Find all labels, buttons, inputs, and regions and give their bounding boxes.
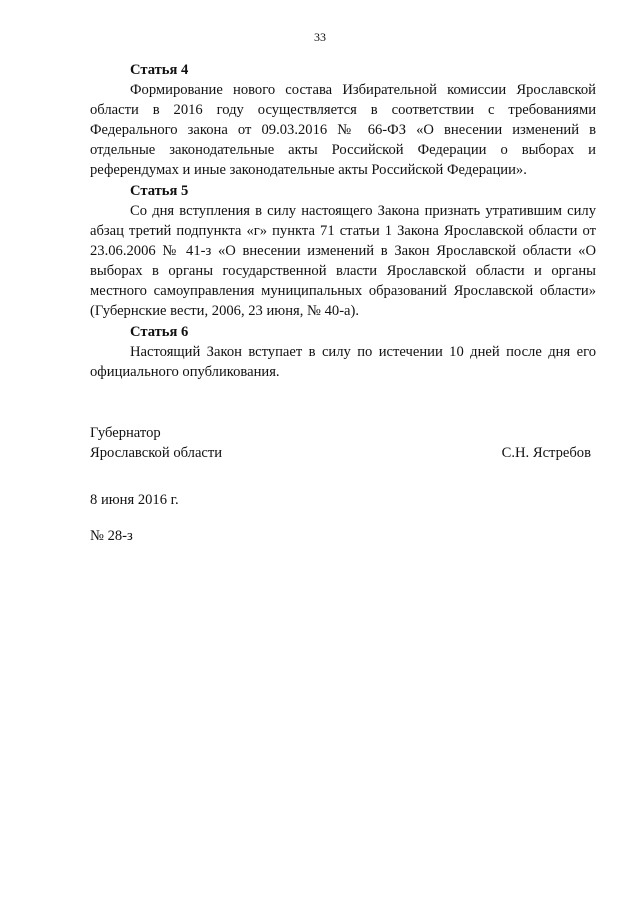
article-6 <box>90 322 596 382</box>
signature-row <box>90 443 591 463</box>
law-number: № 28-з <box>90 528 133 544</box>
signature-block <box>90 423 591 463</box>
article-body: Формирование нового состава Избирательной комиссии Ярославской области в 2016 году осуществляется в соответствии с требованиями Федерального закона от 09.03.2016 № 66-ФЗ «О внесении изменений в отдельные законодательные акты Российской Федерации о выборах и референдумах и иные законодательные акты Российской Федерации». <box>90 82 596 178</box>
article-body: Со дня вступления в силу настоящего Закона признать утратившим силу абзац третий подпункта «г» пункта 71 статьи 1 Закона Ярославской области от 23.06.2006 № 41-з «О внесении изменений в Закон Ярославской области «О выборах в органы государственной власти Ярославской области и органы местного самоуправления муниципальных образований Ярославской области» (Губернские вести, 2006, 23 июня, № 40-а). <box>90 203 596 319</box>
article-5 <box>90 181 596 321</box>
signing-date: 8 июня 2016 г. <box>90 492 179 508</box>
page-number: 33 <box>314 30 326 44</box>
signatory-title-line1: Губернатор <box>90 425 161 441</box>
article-heading: Статья 5 <box>130 183 189 199</box>
article-heading: Статья 4 <box>130 62 189 78</box>
article-body: Настоящий Закон вступает в силу по истечении 10 дней после дня его официального опубликования. <box>90 344 596 380</box>
article-heading: Статья 6 <box>130 324 189 340</box>
signatory-name: С.Н. Ястребов <box>501 445 591 461</box>
article-4 <box>90 60 596 180</box>
signatory-title-line2: Ярославской области <box>90 445 223 461</box>
